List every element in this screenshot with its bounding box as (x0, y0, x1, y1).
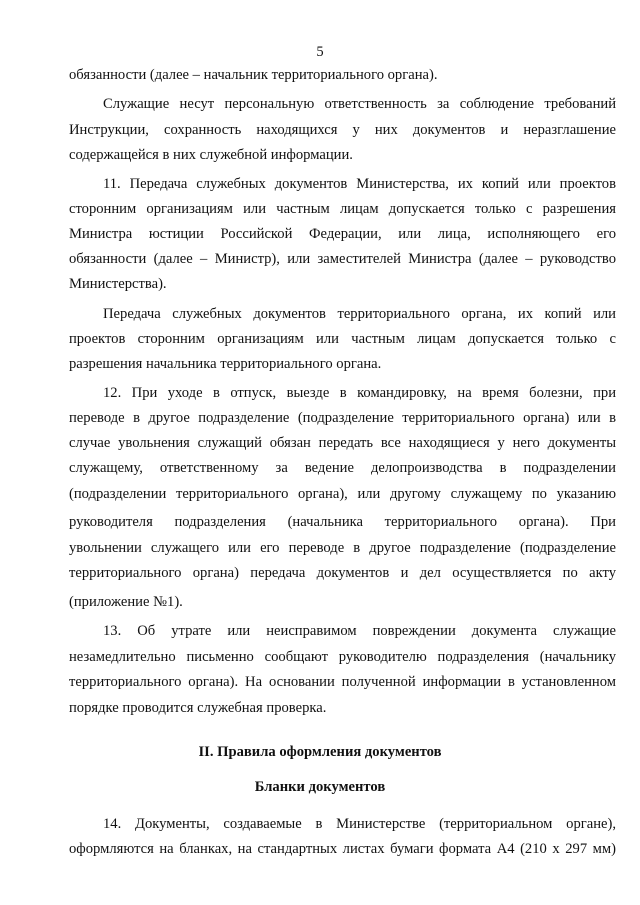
text-line: переводе в другое подразделение (подразделение территориального органа) или в (69, 410, 616, 426)
text-line: 11. Передача служебных документов Министерства, их копий или проектов (103, 176, 616, 192)
section-heading: II. Правила оформления документов (198, 744, 442, 760)
text-line: 12. При уходе в отпуск, выезде в командировку, на время болезни, при (103, 385, 616, 401)
text-line: территориального органа). На основании полученной информации в установленном (69, 674, 616, 690)
text-line: обязанности (далее – начальник территориального органа). (69, 67, 438, 83)
page-number: 5 (316, 44, 324, 60)
text-line: Министра юстиции Российской Федерации, или лица, исполняющего его (69, 226, 616, 242)
text-line: 13. Об утрате или неисправимом повреждении документа служащие (103, 623, 616, 639)
text-line: сторонним организациям или частным лицам допускается только с разрешения (69, 201, 616, 217)
text-line: Передача служебных документов территориального органа, их копий или (103, 306, 616, 322)
text-line: порядке проводится служебная проверка. (69, 700, 327, 716)
text-line: разрешения начальника территориального органа. (69, 356, 382, 372)
text-line: служащему, ответственному за ведение делопроизводства в подразделении (69, 460, 616, 476)
text-line: содержащейся в них служебной информации. (69, 147, 353, 163)
text-line: Служащие несут персональную ответственность за соблюдение требований (103, 96, 616, 112)
text-line: обязанности (далее – Министр), или заместителей Министра (далее – руководство (69, 251, 616, 267)
text-line: оформляются на бланках, на стандартных листах бумаги формата А4 (210 х 297 мм) (69, 841, 616, 857)
text-line: 14. Документы, создаваемые в Министерстве (территориальном органе), (103, 816, 616, 832)
text-line: Инструкции, сохранность находящихся у них документов и неразглашение (69, 122, 616, 138)
text-line: незамедлительно письменно сообщают руководителю подразделения (начальнику (69, 649, 616, 665)
text-line: случае увольнения служащий обязан передать все находящиеся у него документы (69, 435, 616, 451)
text-line: проектов сторонним организациям или частным лицам допускается только с (69, 331, 616, 347)
text-line: территориального органа) передача документов и дел осуществляется по акту (69, 565, 616, 581)
text-line: Министерства). (69, 276, 167, 292)
text-line: увольнении служащего или его переводе в другое подразделение (подразделение (69, 540, 616, 556)
text-line: руководителя подразделения (начальника территориального органа). При (69, 514, 616, 530)
text-line: (приложение №1). (69, 594, 183, 610)
subsection-heading: Бланки документов (254, 779, 386, 795)
text-line: (подразделении территориального органа), или другому служащему по указанию (69, 486, 616, 502)
